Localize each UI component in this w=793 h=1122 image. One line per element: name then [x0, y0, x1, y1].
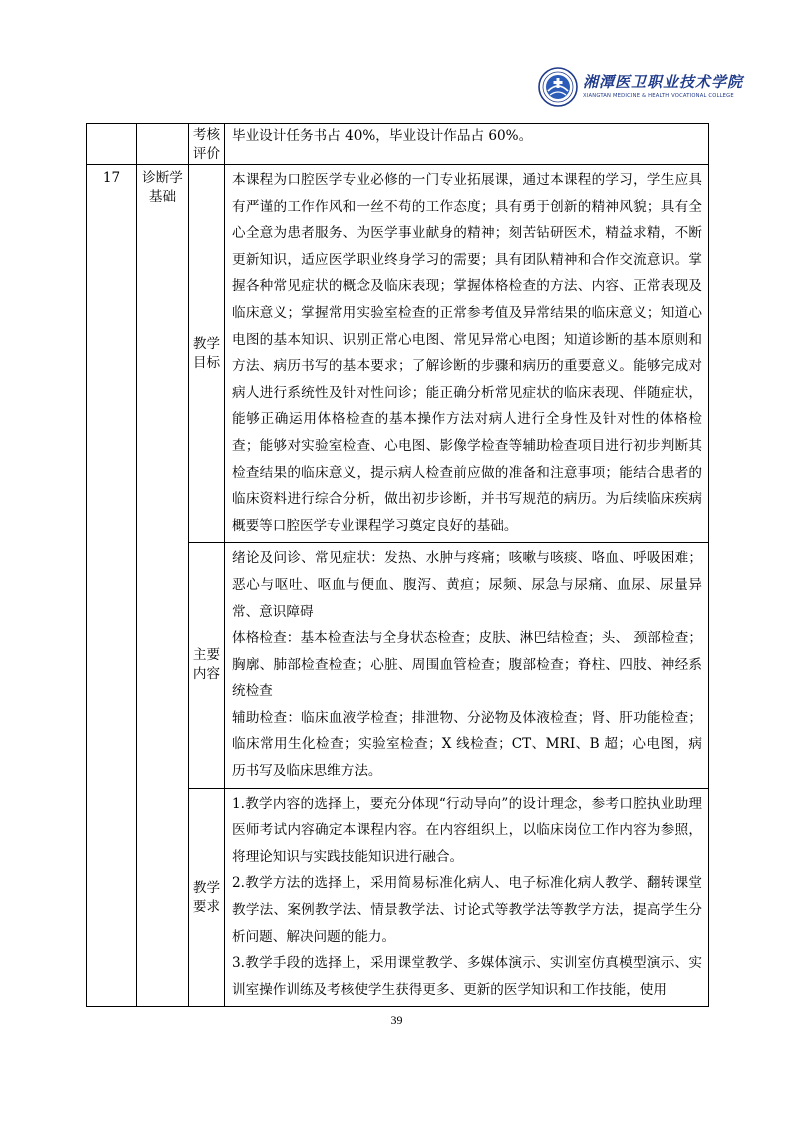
course-cell-empty [137, 124, 189, 165]
college-logo [538, 64, 744, 110]
college-name-en: XIANGTAN MEDICINE & HEALTH VOCATIONAL COLLEGE [583, 92, 734, 99]
curriculum-table [86, 123, 709, 1007]
category-cell-content: 主要内容 [189, 543, 225, 788]
table-row-evaluation [87, 124, 709, 165]
objectives-content [225, 165, 709, 543]
college-emblem-icon [538, 67, 578, 107]
category-cell-evaluation: 考核评价 [189, 124, 225, 165]
course-number: 17 [87, 165, 137, 1007]
category-cell-objectives: 教学目标 [189, 165, 225, 543]
table-row-objectives [87, 165, 709, 543]
content-paragraph-symptoms: 绪论及问诊、常见症状：发热、水肿与疼痛；咳嗽与咳痰、咯血、呼吸困难；恶心与呕吐、呕血与便血、腹泻、黄疸；尿频、尿急与尿痛、血尿、尿量异常、意识障碍 [232, 550, 702, 620]
page-number: 39 [390, 1013, 403, 1027]
requirement-item-3: 3.教学手段的选择上，采用课堂教学、多媒体演示、实训室仿真模型演示、实训室操作训练及考核使学生获得更多、更新的医学知识和工作技能，使用 [232, 955, 702, 998]
course-name: 诊断学基础 [137, 165, 189, 1007]
requirement-item-2: 2.教学方法的选择上，采用简易标准化病人、电子标准化病人教学、翻转课堂教学法、案例教学法、情景教学法、讨论式等教学法等教学方法，提高学生分析问题、解决问题的能力。 [232, 875, 702, 945]
evaluation-text: 毕业设计任务书占 40%，毕业设计作品占 60%。 [225, 124, 709, 165]
number-cell-empty [87, 124, 137, 165]
requirements-content [225, 788, 709, 1007]
objectives-paragraph: 本课程为口腔医学专业必修的一门专业拓展课，通过本课程的学习，学生应具有严谨的工作作风和一丝不苟的工作态度；具有勇于创新的精神风貌；具有全心全意为患者服务、为医学事业献身的精神；刻苦钻研医术，精益求精，不断更新知识，适应医学职业终身学习的需要；具有团队精神和合作交流意识。掌握各种常见症状的概念及临床表现；掌握体格检查的方法、内容、正常表现及临床意义；掌握常用实验室检查的正常参考值及异常结果的临床意义；知道心电图的基本知识、识别正常心电图、常见异常心电图；知道诊断的基本原则和方法、病历书写的基本要求；了解诊断的步骤和病历的重要意义。能够完成对病人进行系统性及针对性问诊；能正确分析常见症状的临床表现、伴随症状，能够正确运用体格检查的基本操作方法对病人进行全身性及针对性的体格检查；能够对实验室检查、心电图、影像学检查等辅助检查项目进行初步判断其检查结果的临床意义，提示病人检查前应做的准备和注意事项；能结合患者的临床资料进行综合分析，做出初步诊断，并书写规范的病历。为后续临床疾病概要等口腔医学专业课程学习奠定良好的基础。 [232, 172, 702, 534]
requirement-item-1: 1.教学内容的选择上，要充分体现“行动导向”的设计理念，参考口腔执业助理医师考试内容确定本课程内容。在内容组织上，以临床岗位工作内容为参照，将理论知识与实践技能知识进行融合。 [232, 795, 702, 865]
content-paragraph-auxiliary-exam: 辅助检查：临床血液学检查；排泄物、分泌物及体液检查；肾、肝功能检查；临床常用生化检查；实验室检查；X 线检查；CT、MRI、B 超；心电图，病历书写及临床思维方法。 [232, 709, 702, 780]
content-paragraph-physical-exam: 体格检查：基本检查法与全身状态检查；皮肤、淋巴结检查；头、 颈部检查；胸廓、肺部检查检查；心脏、周围血管检查；腹部检查；脊柱、四肢、神经系统检查 [232, 630, 702, 700]
college-name-cn: 湘潭医卫职业技术学院 [583, 72, 744, 91]
logo-text [583, 72, 744, 99]
category-cell-requirements: 教学要求 [189, 788, 225, 1007]
main-content [225, 543, 709, 788]
